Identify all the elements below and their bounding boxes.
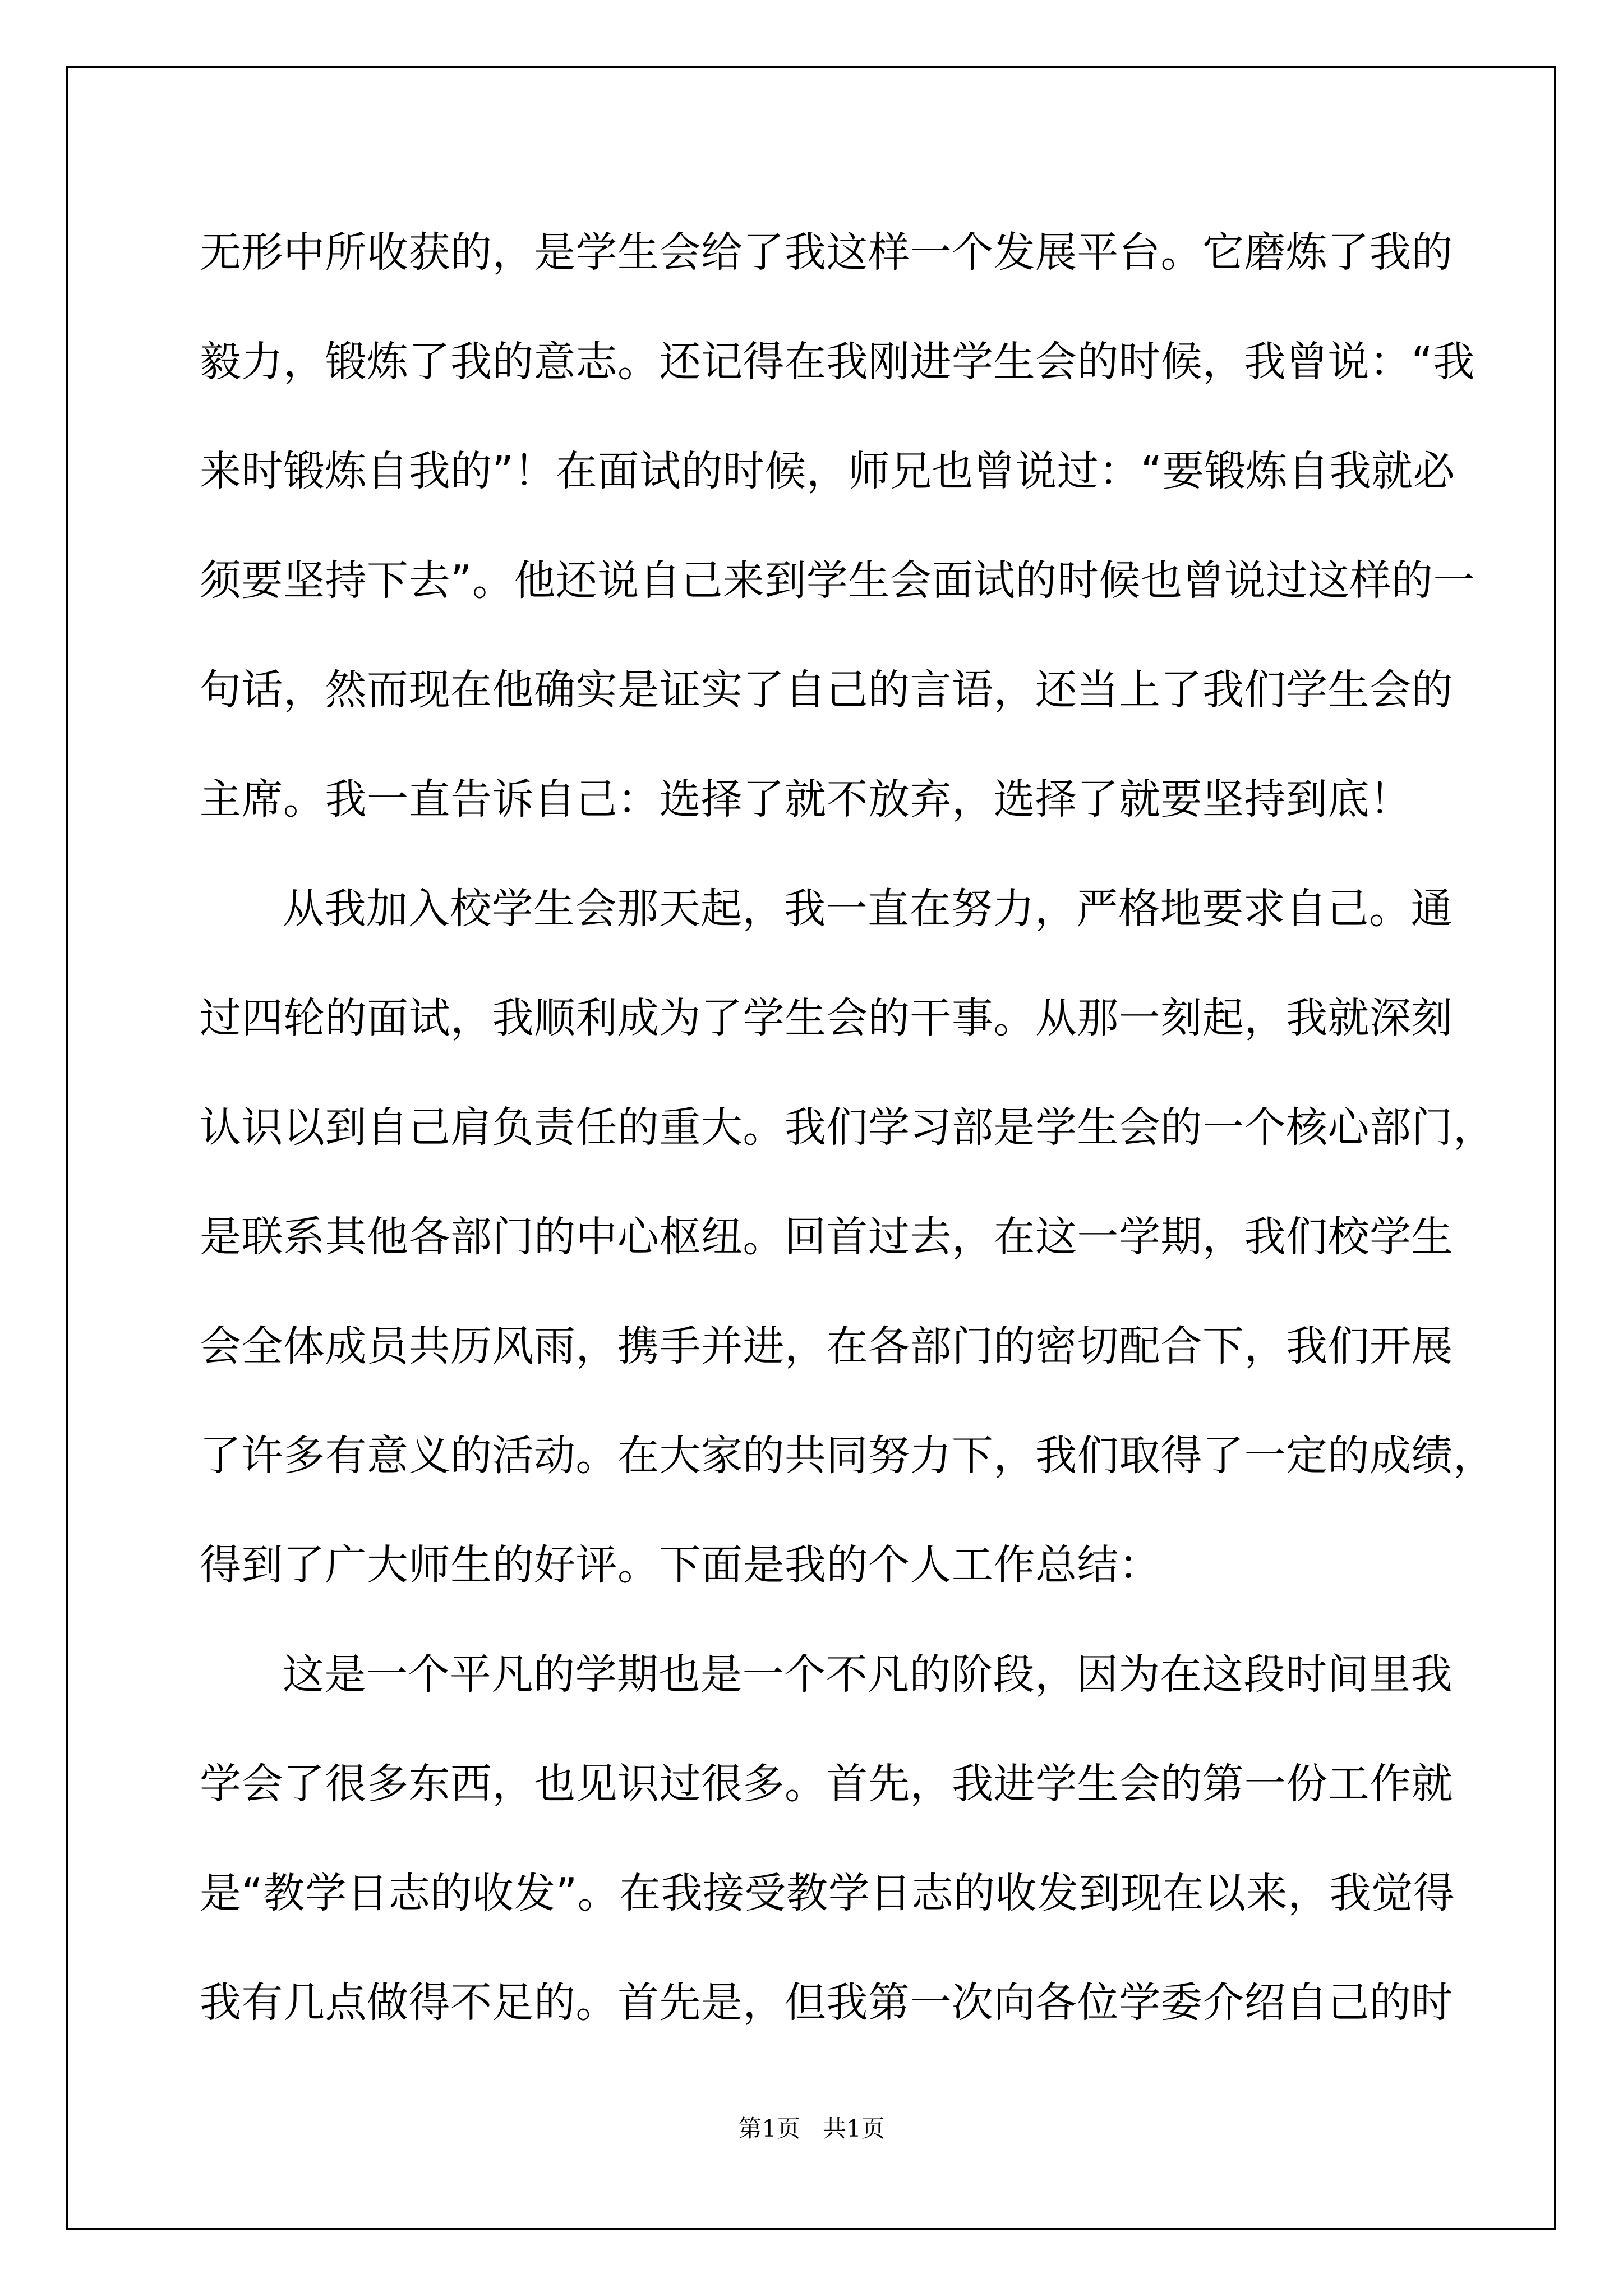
document-body (200, 210, 1495, 2070)
text-line: 无形中所收获的，是学生会给了我这样一个发展平台。它磨炼了我的 (200, 228, 1453, 277)
text-line: 毅力，锻炼了我的意志。还记得在我刚进学生会的时候，我曾说：“我 (200, 338, 1475, 386)
page-footer (0, 2112, 1623, 2146)
text-line: 认识以到自己肩负责任的重大。我们学习部是学生会的一个核心部门， (200, 1103, 1495, 1152)
text-line: 来时锻炼自我的”！在面试的时候，师兄也曾说过：“要锻炼自我就必 (200, 447, 1455, 495)
text-line: 过四轮的面试，我顺利成为了学生会的干事。从那一刻起，我就深刻 (200, 994, 1453, 1042)
text-line: 须要坚持下去”。他还说自己来到学生会面试的时候也曾说过这样的一 (200, 556, 1475, 605)
page-number: 第1页 (738, 2115, 800, 2142)
text-line: 学会了很多东西，也见识过很多。首先，我进学生会的第一份工作就 (200, 1760, 1453, 1808)
text-line: 会全体成员共历风雨，携手并进，在各部门的密切配合下，我们开展 (200, 1322, 1453, 1370)
text-line: 了许多有意义的活动。在大家的共同努力下，我们取得了一定的成绩， (200, 1432, 1495, 1480)
page-total: 共1页 (823, 2115, 885, 2142)
text-line: 我有几点做得不足的。首先是，但我第一次向各位学委介绍自己的时 (200, 1978, 1453, 2027)
text-line: 主席。我一直告诉自己：选择了就不放弃，选择了就要坚持到底！ (200, 775, 1412, 823)
text-line: 是联系其他各部门的中心枢纽。回首过去，在这一学期，我们校学生 (200, 1213, 1453, 1261)
text-line: 句话，然而现在他确实是证实了自己的言语，还当上了我们学生会的 (200, 666, 1453, 714)
text-line: 从我加入校学生会那天起，我一直在努力，严格地要求自己。通 (283, 885, 1453, 933)
text-line: 这是一个平凡的学期也是一个不凡的阶段，因为在这段时间里我 (283, 1650, 1453, 1699)
text-line: 是“教学日志的收发”。在我接受教学日志的收发到现在以来，我觉得 (200, 1869, 1455, 1917)
text-line: 得到了广大师生的好评。下面是我的个人工作总结： (200, 1541, 1161, 1589)
